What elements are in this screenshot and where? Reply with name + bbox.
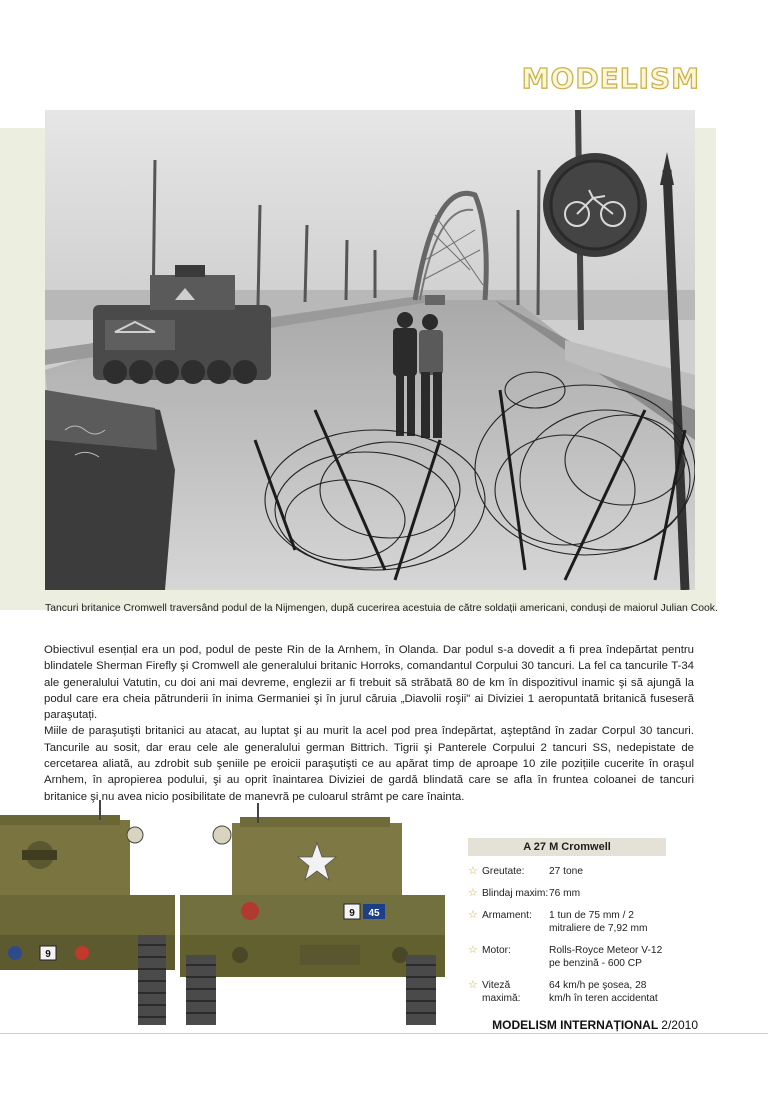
tank-marking: 9 (45, 949, 51, 960)
spec-row (468, 865, 666, 878)
historical-photo (45, 110, 695, 590)
tank-marking: 9 (349, 908, 355, 919)
magazine-name: MODELISM INTERNAȚIONAL (492, 1018, 658, 1032)
photo-caption: Tancuri britanice Cromwell traversând podul de la Nijmengen, după cucerirea acestuia de către soldații americani, conduși de maiorul Julian Cook. (45, 603, 718, 614)
spec-label: Viteză maximă: (482, 980, 521, 1004)
spec-row (468, 944, 666, 970)
spec-value: 76 mm (549, 888, 581, 899)
spec-value: 64 km/h pe şosea, 28 km/h în teren accidentat (549, 980, 658, 1004)
article-body (44, 642, 694, 805)
spec-value: 27 tone (549, 866, 583, 877)
spec-label: Motor: (482, 945, 511, 956)
spec-label: Armament: (482, 910, 532, 921)
star-icon: ☆ (468, 887, 478, 899)
tank-profile-plates (0, 795, 460, 1035)
issue-number: 2/2010 (661, 1018, 698, 1032)
star-icon: ☆ (468, 979, 478, 991)
footer-divider (0, 1033, 768, 1034)
tank-rear-plate (180, 803, 445, 1025)
spec-row (468, 909, 666, 935)
section-title: MODELISM (521, 62, 700, 95)
spec-value: 1 tun de 75 mm / 2 mitraliere de 7,92 mm (549, 910, 648, 934)
tank-front-plate (0, 800, 175, 1025)
tank-marking: 45 (368, 908, 380, 919)
spec-row (468, 887, 666, 900)
spec-value: Rolls-Royce Meteor V-12 pe benzină - 600 CP (549, 945, 663, 969)
spec-title: A 27 M Cromwell (468, 838, 666, 856)
spec-label: Greutate: (482, 866, 525, 877)
spec-row (468, 979, 666, 1005)
star-icon: ☆ (468, 865, 478, 877)
page-footer (492, 1018, 698, 1032)
article-paragraph: Obiectivul esențial era un pod, podul de peste Rin de la Arnhem, în Olanda. Dar podul s-a dovedit a fi prea îndepărtat pentru blindatele Sherman Firefly şi Cromwell ale generalului britanic Horroks, comandantul Corpului 30 tancuri. La fel ca tancurile T-34 ale generalului Vatutin, cu doi ani mai devreme, englezii ar fi trebuit să străbată 80 de km în dispozitivul inamic şi să ajungă la podul care era cheia pătrunderii în inima Germaniei şi în jurul căruia „Diavolii roşii" ai Diviziei 1 aeropuntată britanică fuseseră paraşutați. (44, 644, 694, 722)
spec-label: Blindaj maxim: (482, 888, 549, 899)
star-icon: ☆ (468, 909, 478, 921)
article-paragraph: Miile de paraşutişti britanici au atacat, au luptat şi au murit la acel pod prea îndepărtat, aşteptând în zadar Corpul 30 tancuri. Tancurile au sosit, dar erau cele ale generalului german Bittrich. Tigrii şi Panterele Corpului 2 tancuri SS, nedepistate de cercetarea aliată, au zdrobit sub şeniile pe eroicii paraşutişti ce au apărat timp de aproape 10 zile pozițiile cucerite în oraşul Arnhem, în apropierea podului, şi au oprit înaintarea Diviziei de gardă blindată care se afla în fruntea coloanei de tancuri britanice şi nu avea nicio posibilitate de manevră pe culoarul strâmt pe care înainta. (44, 725, 694, 803)
star-icon: ☆ (468, 944, 478, 956)
spec-table (468, 838, 666, 1005)
